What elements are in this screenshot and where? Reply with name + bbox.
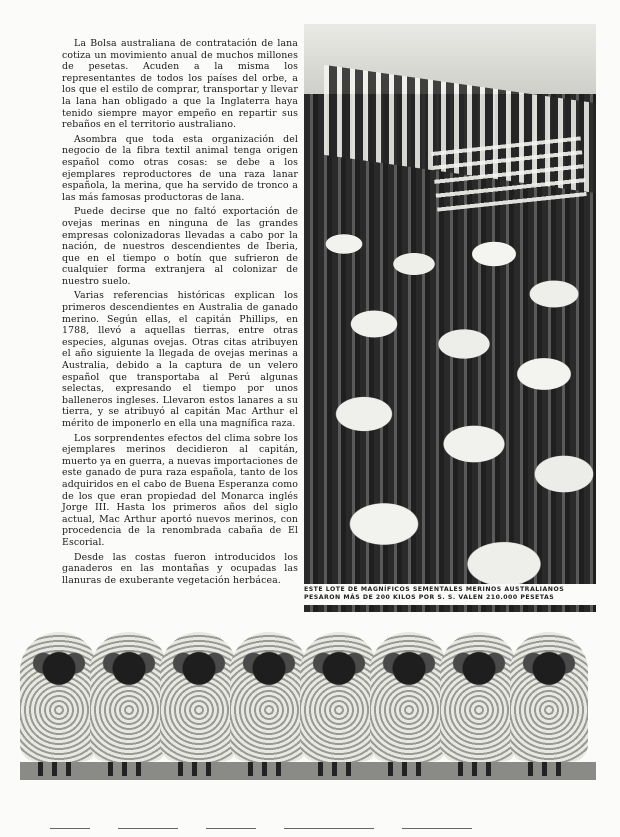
article-paragraph-5: Los sorprendentes efectos del clima sobre los ejemplares merinos decidieron al capitán, muerto ya en guerra, a nuevas importaciones de este ganado de pura raza española, tanto de los adquiridos en el cabo de Buena Esperanza como de los que eran propiedad del Monarca inglés Jorge III. Hasta los primeros años del siglo actual, Mac Arthur aportó nuevos merinos, con procedencia de la renombrada cabaña de El Escorial. — [62, 432, 298, 548]
article-column — [62, 38, 298, 589]
ram-figure — [90, 632, 168, 762]
article-paragraph-6: Desde las costas fueron introducidos los ganaderos en las montañas y ocupadas las llanuras de exuberante vegetación herbácea. — [62, 551, 298, 586]
ram-figure — [300, 632, 378, 762]
ram-figure — [440, 632, 518, 762]
article-paragraph-2: Asombra que toda esta organización del negocio de la fibra textil animal tenga origen español como otras cosas: se debe a los ejemplares reproductores de una raza lanar española, la merina, que ha servido de tronco a las más famosas productoras de lana. — [62, 133, 298, 203]
ram-figure — [510, 632, 588, 762]
ram-figure — [20, 632, 98, 762]
rams-photo — [20, 612, 596, 780]
ram-figure — [370, 632, 448, 762]
article-paragraph-3: Puede decirse que no faltó exportación de ovejas merinas en ninguna de las grandes empresas colonizadoras llevadas a cabo por la nación, de nuestros descendientes de Iberia, que en el tiempo o botín que sufrieron de cualquier forma extranjera al colonizar de nuestro suelo. — [62, 206, 298, 287]
footer-rule — [50, 818, 570, 826]
article-paragraph-4: Varias referencias históricas explican los primeros descendientes en Australia de ganado merino. Según ellas, el capitán Phillips, en 1788, llevó a aquellas tierras, entre otras especies, algunas ovejas. Otras citas atribuyen el año siguiente la llegada de ovejas merinas a Australia, debido a la captura de un velero español que transportaba al Perú algunas selectas, expresando el tiempo por unos balleneros ingleses. Llevaron estos lanares a su tierra, y se atribuyó al capitán Mac Arthur el mérito de imponerlo en ella una magnífica raza. — [62, 290, 298, 429]
photo-caption: ESTE LOTE DE MAGNÍFICOS SEMENTALES MERINOS AUSTRALIANOS PESARON MÁS DE 200 KILOS POR S. S. VALEN 210.000 PESETAS — [304, 584, 596, 605]
ram-figure — [230, 632, 308, 762]
flock-pen-photo — [304, 24, 596, 644]
ram-figure — [160, 632, 238, 762]
article-paragraph-1: La Bolsa australiana de contratación de lana cotiza un movimiento anual de muchos millones de pesetas. Acuden a la misma los representantes de todos los países del orbe, a los que el estilo de comprar, transportar y llevar la lana han obligado a que la Inglaterra haya tenido siempre mayor empeño en repartir sus rebaños en el territorio australiano. — [62, 38, 298, 131]
